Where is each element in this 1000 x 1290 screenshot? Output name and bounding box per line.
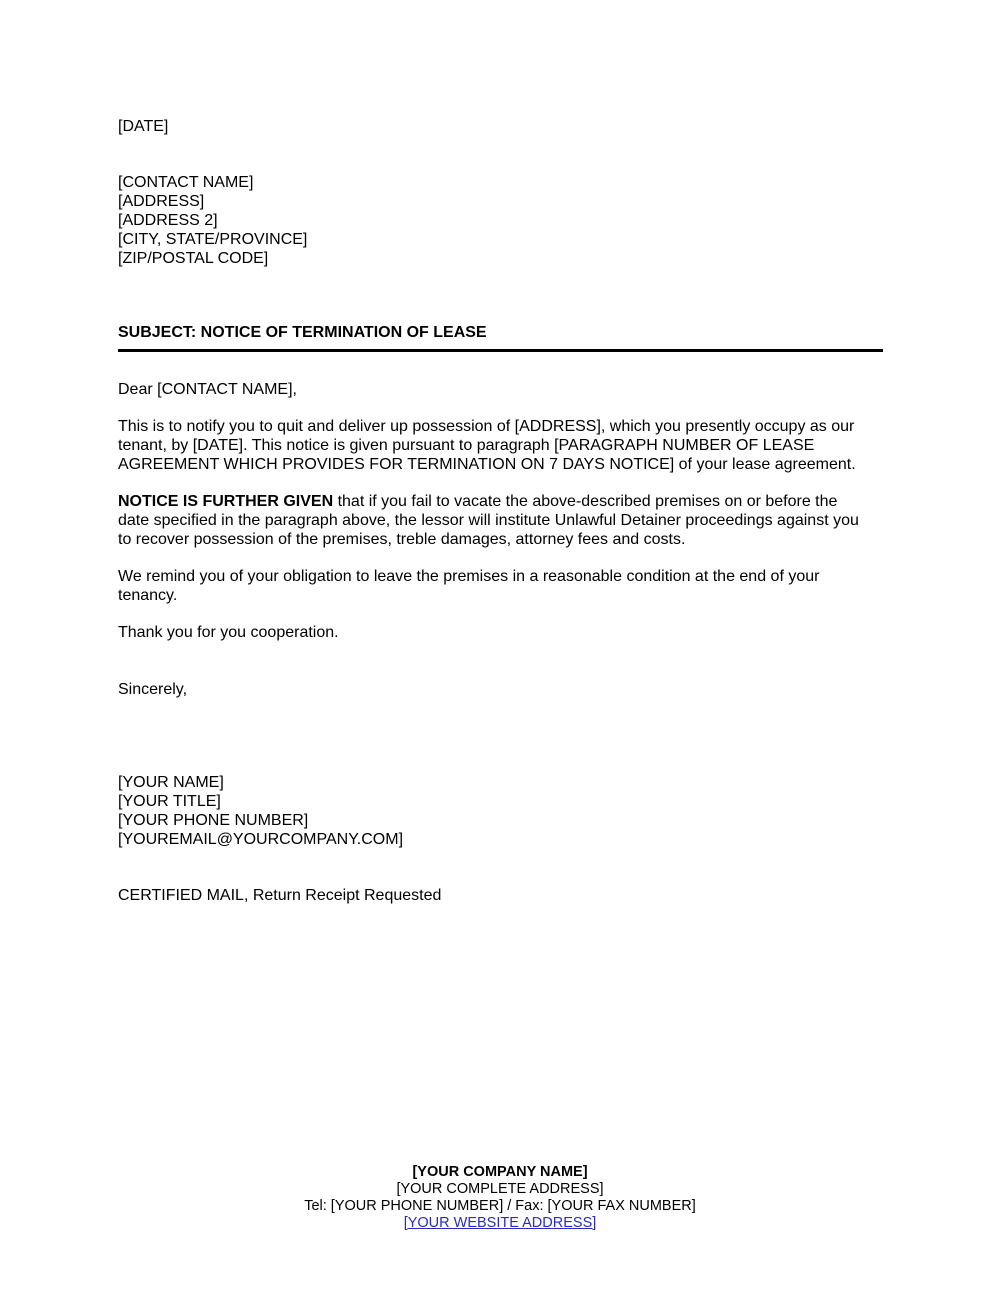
signature-block (118, 773, 884, 849)
thanks-text: Thank you for you cooperation. (118, 624, 339, 641)
paragraph-thanks (118, 623, 884, 642)
paragraph-notice (118, 417, 884, 474)
closing-text: Sincerely, (118, 681, 188, 698)
certified-mail-note (118, 886, 884, 905)
further-notice-rest: that if you fail to vacate the above-described premises on or before the (333, 493, 838, 510)
recipient-contact-name: [CONTACT NAME] (118, 174, 254, 191)
recipient-address-block (118, 173, 884, 268)
footer-contact: Tel: [YOUR PHONE NUMBER] / Fax: [YOUR FAX NUMBER] (304, 1198, 696, 1214)
signature-title: [YOUR TITLE] (118, 793, 221, 810)
recipient-address-2: [ADDRESS 2] (118, 212, 218, 229)
paragraph-line: tenancy. (118, 587, 178, 604)
certified-text: CERTIFIED MAIL, Return Receipt Requested (118, 887, 442, 904)
subject-text: SUBJECT: NOTICE OF TERMINATION OF LEASE (118, 324, 487, 341)
further-notice-lead: NOTICE IS FURTHER GIVEN (118, 493, 334, 510)
paragraph-line: tenant, by [DATE]. This notice is given pursuant to paragraph [PARAGRAPH NUMBER OF LEASE (118, 437, 815, 454)
company-footer (0, 1164, 1000, 1232)
footer-address: [YOUR COMPLETE ADDRESS] (396, 1181, 604, 1197)
salutation (118, 380, 884, 399)
paragraph-line (118, 492, 884, 511)
subject-divider (118, 349, 883, 352)
footer-website-link[interactable]: [YOUR WEBSITE ADDRESS] (403, 1215, 597, 1231)
paragraph-line: We remind you of your obligation to leave the premises in a reasonable condition at the end of your (118, 568, 820, 585)
footer-company-name: [YOUR COMPANY NAME] (412, 1164, 588, 1180)
recipient-city-state: [CITY, STATE/PROVINCE] (118, 231, 308, 248)
signature-name: [YOUR NAME] (118, 774, 224, 791)
paragraph-line: This is to notify you to quit and deliver up possession of [ADDRESS], which you presently occupy as our (118, 418, 855, 435)
signature-phone: [YOUR PHONE NUMBER] (118, 812, 309, 829)
subject-line (118, 323, 884, 342)
paragraph-further-notice (118, 492, 884, 549)
recipient-address: [ADDRESS] (118, 193, 205, 210)
closing (118, 680, 884, 699)
letter-date (118, 117, 884, 136)
paragraph-line: date specified in the paragraph above, the lessor will institute Unlawful Detainer proceedings against you (118, 512, 859, 529)
date-text: [DATE] (118, 118, 169, 135)
paragraph-line: AGREEMENT WHICH PROVIDES FOR TERMINATION ON 7 DAYS NOTICE] of your lease agreement. (118, 456, 856, 473)
signature-email: [YOUREMAIL@YOURCOMPANY.COM] (118, 831, 404, 848)
salutation-text: Dear [CONTACT NAME], (118, 381, 297, 398)
paragraph-line: to recover possession of the premises, treble damages, attorney fees and costs. (118, 531, 686, 548)
recipient-zip: [ZIP/POSTAL CODE] (118, 250, 269, 267)
paragraph-reminder (118, 567, 884, 605)
